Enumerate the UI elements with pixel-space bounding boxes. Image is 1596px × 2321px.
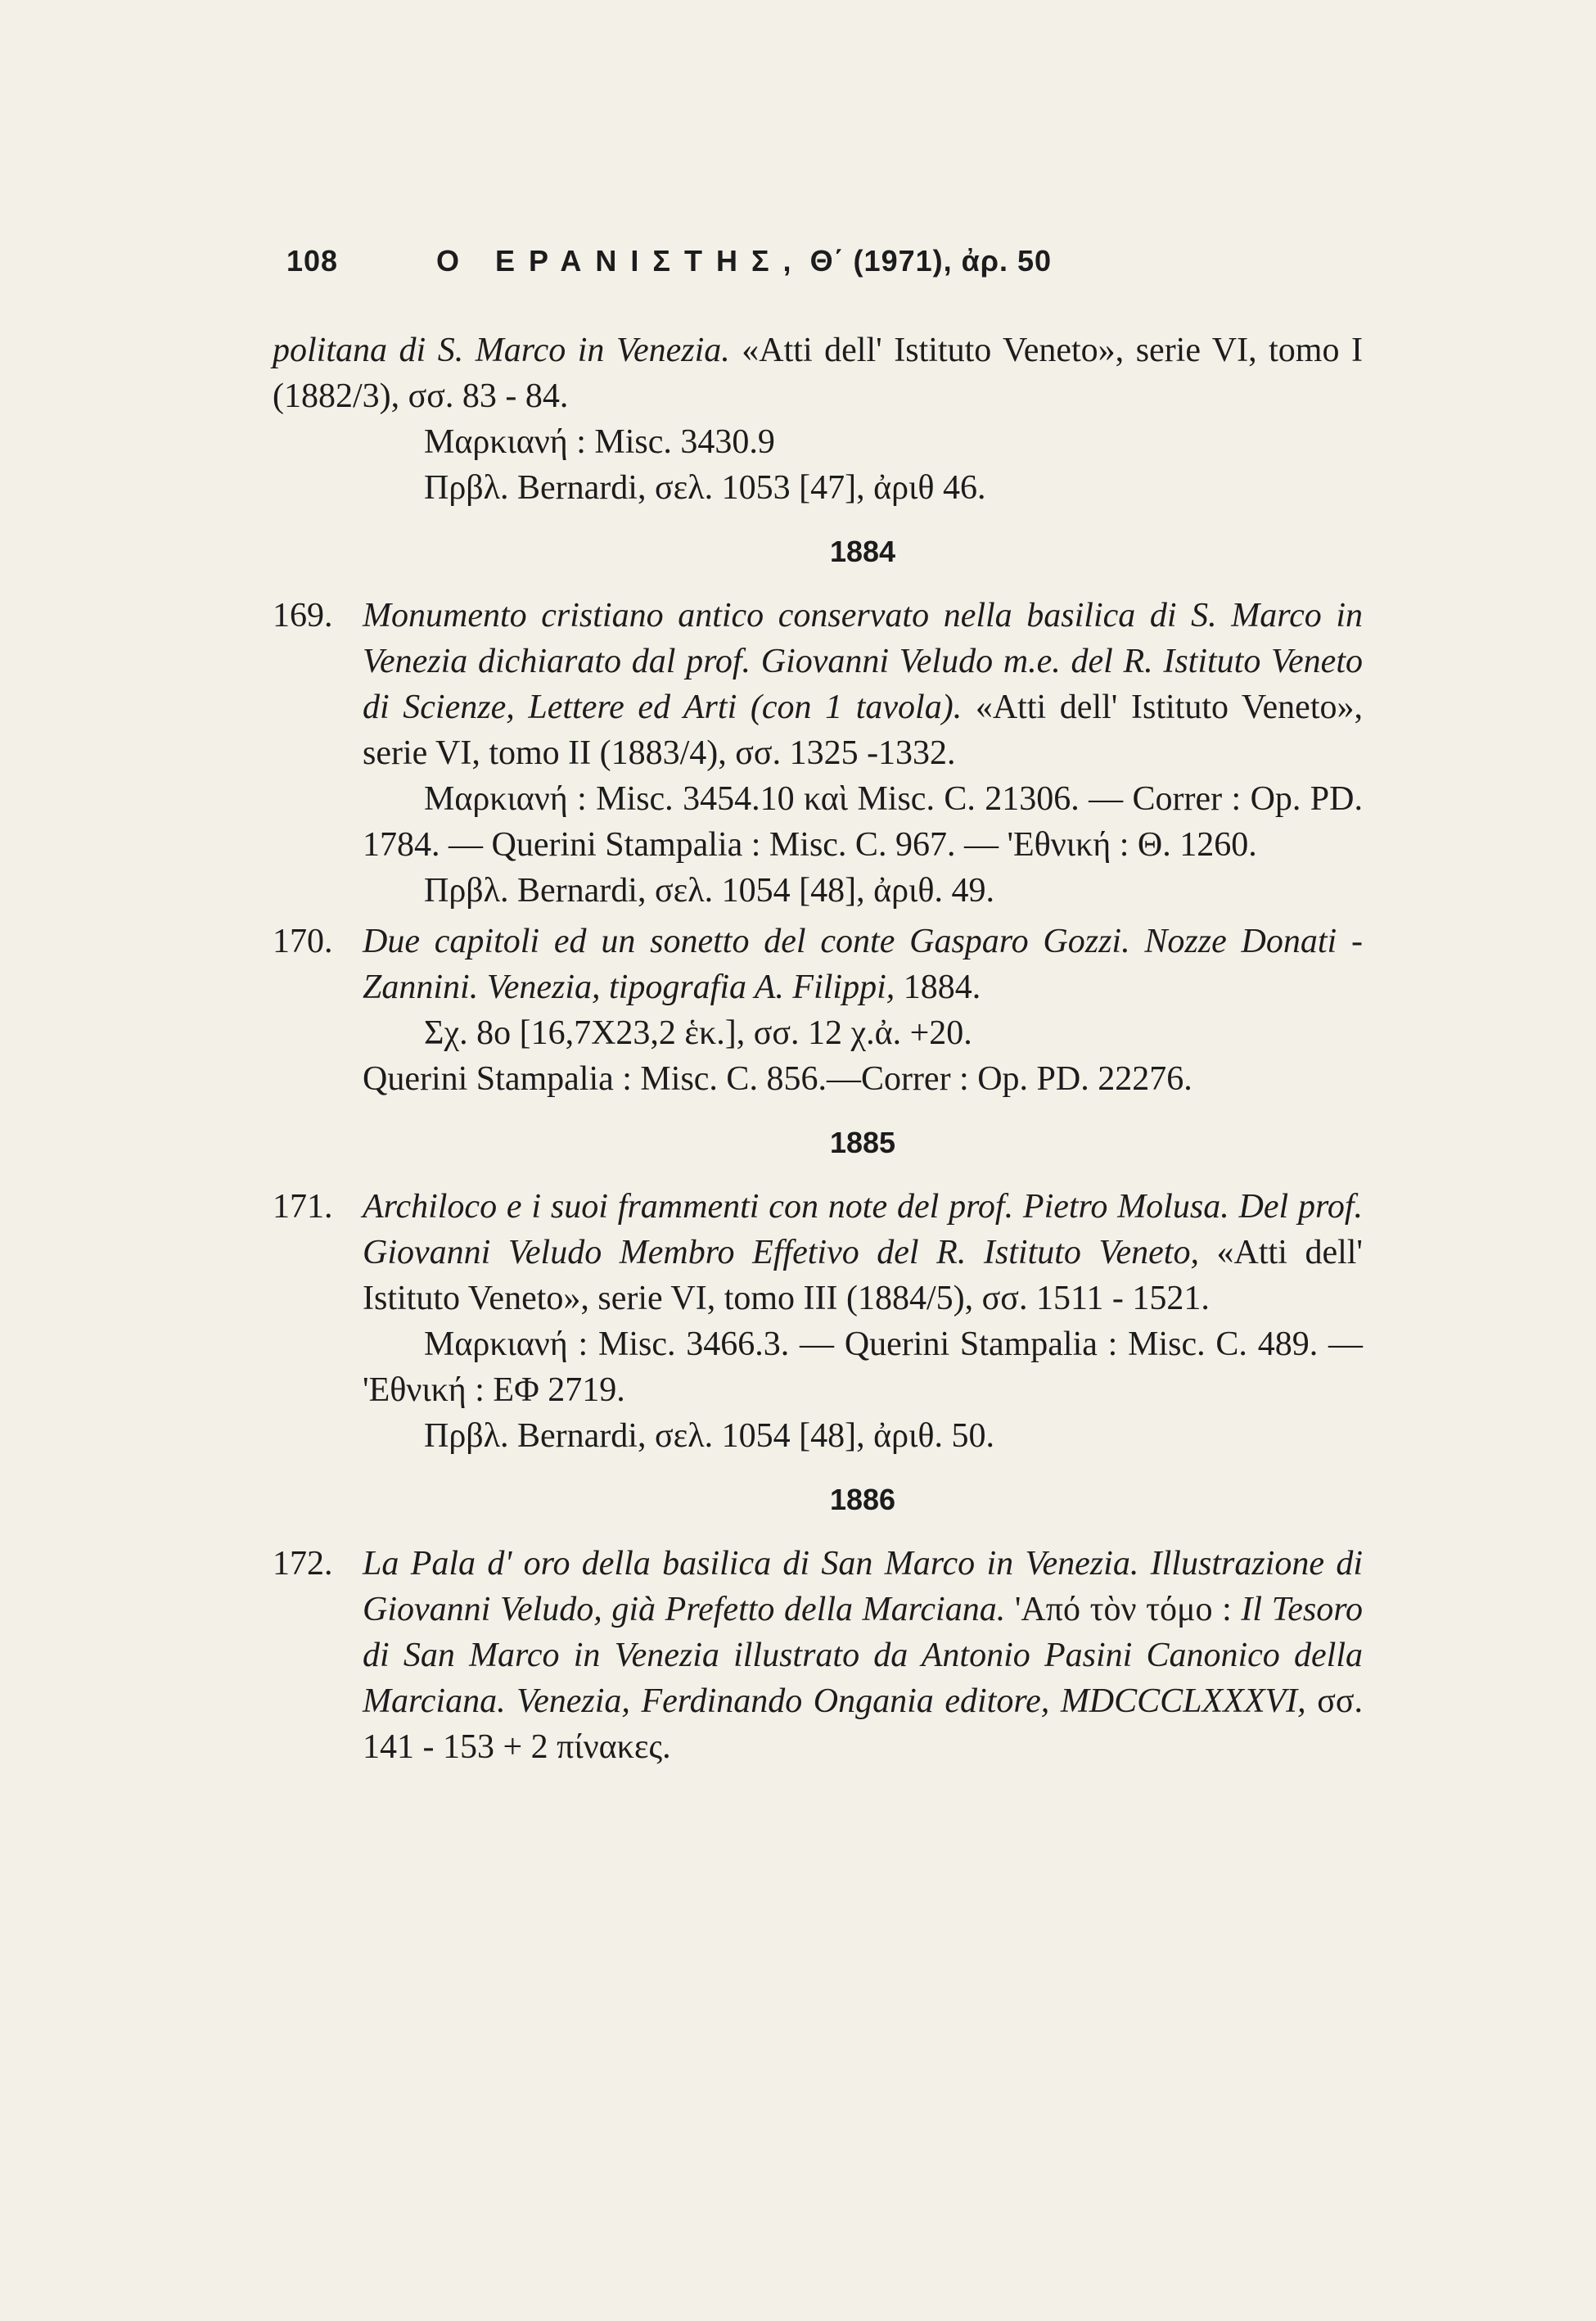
journal-title: Ο ΕΡΑΝΙΣΤΗΣ, xyxy=(436,244,805,278)
entry-number: 172. xyxy=(273,1545,333,1583)
entry-continuation xyxy=(273,327,1363,419)
entry-reference: Πρβλ. Bernardi, σελ. 1053 [47], ἀριθ 46. xyxy=(424,469,986,507)
entry-location: Querini Stampalia : Misc. C. 856.—Correr : Op. PD. 22276. xyxy=(363,1060,1192,1098)
entry-publication: «Atti dell' Istituto Veneto», serie VI, tomo II (1883/4), σσ. 1325 -1332. xyxy=(363,689,1363,772)
entry-title: politana di S. Marco in Venezia. xyxy=(273,332,730,369)
entry-title: Due capitoli ed un sonetto del conte Gasparo Gozzi. Nozze Donati - Zannini. Venezia, tipografia A. Filippi, xyxy=(363,923,1363,1006)
entry xyxy=(273,919,1363,1010)
entry xyxy=(273,1184,1363,1321)
entry-publication: «Atti dell' Istituto Veneto», serie VI, tomo I (1882/3), σσ. 83 - 84. xyxy=(273,332,1363,415)
bibliography-body xyxy=(273,327,1363,1770)
entry-title: Monumento cristiano antico conservato nella basilica di S. Marco in Venezia dichiarato dal prof. Giovanni Veludo m.e. del R. Istituto Veneto di Scienze, Lettere ed Arti (con 1 tavola). xyxy=(363,597,1363,726)
entry-location: Μαρκιανή : Misc. 3454.10 καὶ Misc. C. 21306. — Correr : Op. PD. 1784. — Querini Stampalia : Misc. C. 967. — 'Εθνική : Θ. 1260. xyxy=(363,780,1363,864)
entry-year: 1884. xyxy=(895,969,981,1006)
entry-source-title: Il Tesoro di San Marco in Venezia illustrato da Antonio Pasini Canonico della Marciana. Venezia, Ferdinando Ongania editore, MDCCCLXXXVI, xyxy=(363,1591,1363,1720)
page-number: 108 xyxy=(286,244,339,278)
year-heading: 1885 xyxy=(829,1126,896,1159)
entry-number: 171. xyxy=(273,1188,333,1226)
entry-title: Archiloco e i suoi frammenti con note del prof. Pietro Molusa. Del prof. Giovanni Veludo Membro Effetivo del R. Istituto Veneto, xyxy=(363,1188,1363,1271)
entry xyxy=(273,1541,1363,1770)
year-heading: 1884 xyxy=(829,535,896,568)
entry-source-intro: 'Από τὸν τόμο : xyxy=(1005,1591,1242,1628)
entry-location: Μαρκιανή : Misc. 3430.9 xyxy=(424,423,775,461)
entry-title: La Pala d' oro della basilica di San Marco in Venezia. Illustrazione di Giovanni Veludo, già Prefetto della Marciana. xyxy=(363,1545,1363,1628)
entry-number: 170. xyxy=(273,923,333,960)
entry-pages: σσ. 141 - 153 + 2 πίνακες. xyxy=(363,1682,1363,1766)
entry-location: Μαρκιανή : Misc. 3466.3. — Querini Stampalia : Misc. C. 489. — 'Εθνική : ΕΦ 2719. xyxy=(363,1325,1363,1409)
entry-reference: Πρβλ. Bernardi, σελ. 1054 [48], ἀριθ. 49. xyxy=(424,872,994,910)
entry-number: 169. xyxy=(273,597,333,634)
entry xyxy=(273,593,1363,776)
year-heading: 1886 xyxy=(829,1483,896,1516)
entry-format: Σχ. 8ο [16,7X23,2 ἑκ.], σσ. 12 χ.ἀ. +20. xyxy=(424,1014,972,1052)
entry-publication: «Atti dell' Istituto Veneto», serie VI, tomo III (1884/5), σσ. 1511 - 1521. xyxy=(363,1234,1363,1317)
volume-info: Θ΄ (1971), ἀρ. 50 xyxy=(809,244,1053,278)
entry-reference: Πρβλ. Bernardi, σελ. 1054 [48], ἀριθ. 50. xyxy=(424,1417,994,1455)
running-header xyxy=(286,244,1052,278)
